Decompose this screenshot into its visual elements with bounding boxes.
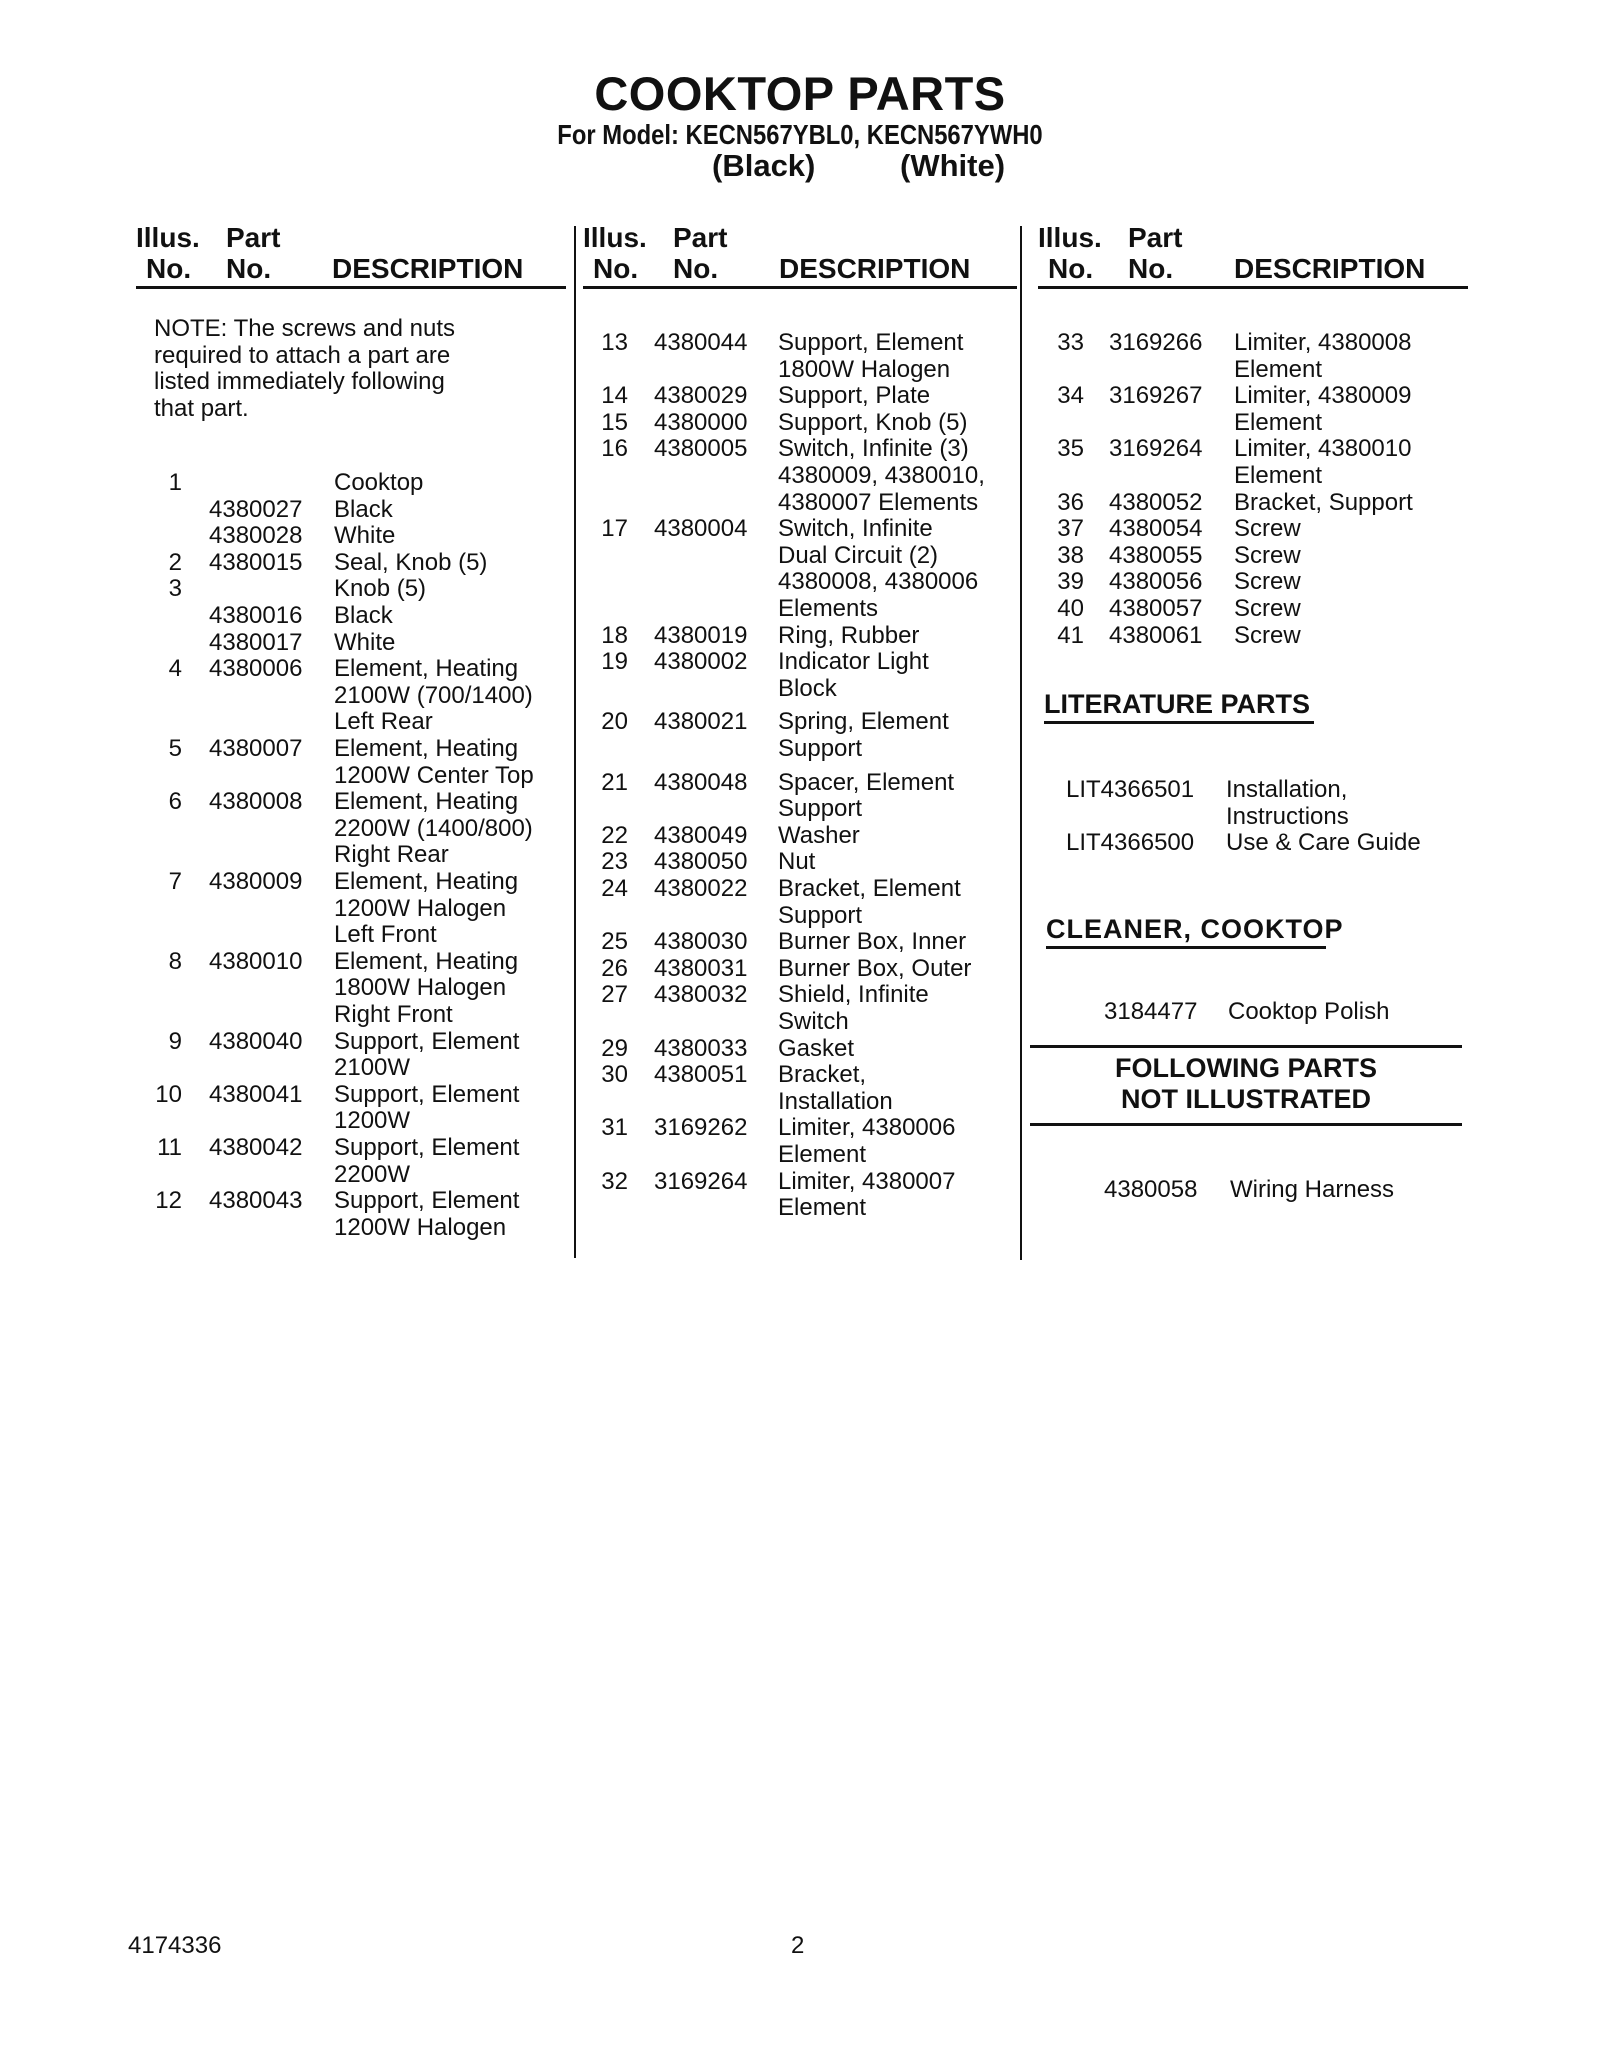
description-line: 4380009, 4380010, [778, 461, 985, 489]
not-illustrated-top-rule [1030, 1045, 1462, 1048]
illus-number: 37 [1057, 515, 1084, 543]
illus-number: 32 [601, 1167, 628, 1195]
part-number: 4380031 [654, 954, 748, 982]
description-line: 4380007 Elements [778, 488, 979, 516]
description-line: 2200W (1400/800) [334, 814, 533, 842]
part-number: 4380027 [209, 495, 303, 523]
header-part-no: No. [673, 253, 719, 284]
description-line: Element [1234, 408, 1323, 436]
illus-number: 39 [1057, 568, 1084, 596]
description-line: White [334, 522, 396, 550]
part-description [778, 709, 949, 762]
illus-number: 2 [168, 548, 182, 576]
description-line: 2100W (700/1400) [334, 681, 533, 709]
part-number: 4380000 [654, 408, 748, 436]
illus-number: 22 [601, 821, 628, 849]
illus-number: 17 [601, 515, 628, 543]
description-line: Ring, Rubber [778, 621, 920, 649]
illus-number: 36 [1057, 488, 1084, 516]
illus-number: 41 [1057, 621, 1084, 649]
illus-number: 10 [155, 1080, 182, 1108]
literature-section-title: LITERATURE PARTS [1044, 689, 1310, 719]
part-number: 4380050 [654, 848, 748, 876]
header-illus-no: No. [1048, 253, 1094, 284]
part-description [778, 956, 971, 983]
description-line: Support, Element [334, 1187, 520, 1215]
description-line: Element [1234, 461, 1323, 489]
description-line: 1200W Center Top [334, 761, 534, 789]
variant-black-label: (Black) [712, 148, 816, 183]
description-line: Spring, Element [778, 708, 949, 736]
description-line: Knob (5) [334, 575, 427, 603]
header-part-no: No. [1128, 253, 1174, 284]
header-illus-no: No. [146, 253, 192, 284]
illus-number: 40 [1057, 595, 1084, 622]
part-number: 4380048 [654, 768, 748, 796]
description-line: Bracket, [778, 1061, 867, 1089]
cleaner-section-title: CLEANER, COOKTOP [1046, 914, 1344, 944]
description-line: Switch, Infinite (3) [778, 435, 969, 463]
description-line: Screw [1234, 621, 1301, 649]
header-part: Part [673, 222, 728, 253]
part-number: 3169264 [654, 1167, 748, 1195]
description-line: Element, Heating [334, 788, 519, 816]
description-line: 1800W Halogen [334, 974, 507, 1002]
description-line: Element, Heating [334, 868, 519, 895]
header-part: Part [226, 222, 281, 253]
document-code: 4174336 [128, 1932, 222, 1959]
part-description [334, 603, 393, 630]
illus-number: 8 [168, 947, 182, 975]
part-description [778, 436, 985, 516]
part-description [1234, 436, 1411, 489]
part-description [334, 630, 395, 657]
description-line: Installation [778, 1087, 893, 1115]
illus-number: 21 [601, 768, 628, 796]
description-line: Limiter, 4380008 [1234, 329, 1412, 356]
part-number: 4380002 [654, 648, 748, 676]
illus-number: 1 [168, 469, 182, 496]
part-number: 4380032 [654, 981, 748, 1009]
variant-white-label: (White) [900, 148, 1006, 183]
cleaner-title-underline [1046, 946, 1326, 949]
part-number: 4380049 [654, 821, 748, 849]
description-line: Bracket, Support [1234, 488, 1413, 516]
illus-number: 34 [1057, 382, 1084, 410]
part-number: 3184477 [1104, 998, 1198, 1025]
description-line: 2100W [334, 1054, 411, 1082]
illus-number: 6 [168, 788, 182, 816]
part-description [334, 550, 487, 577]
description-line: Dual Circuit (2) [778, 541, 939, 569]
part-description [778, 383, 930, 410]
part-description [334, 1029, 519, 1082]
part-number: 4380007 [209, 735, 303, 762]
header-illus-no: No. [593, 253, 639, 284]
illus-number: 24 [601, 875, 628, 902]
page-number: 2 [791, 1932, 805, 1959]
part-description [1234, 516, 1301, 543]
description-line: 1200W Halogen [334, 1213, 507, 1241]
part-number: 4380043 [209, 1187, 303, 1215]
illus-number: 20 [601, 708, 628, 736]
part-number: 4380015 [209, 548, 303, 576]
part-description [334, 1082, 519, 1135]
description-line: Burner Box, Outer [778, 954, 972, 982]
description-line: Shield, Infinite [778, 981, 929, 1009]
illus-number: 38 [1057, 541, 1084, 569]
description-line: Support, Element [334, 1080, 520, 1108]
description-line: Block [778, 674, 837, 702]
part-description [1234, 596, 1301, 623]
description-line: Black [334, 495, 393, 523]
illus-number: 7 [168, 868, 182, 895]
part-number: 4380058 [1104, 1176, 1198, 1203]
illus-number: 16 [601, 435, 628, 463]
header-part-no: No. [226, 253, 272, 284]
header-illus: Illus. [583, 222, 647, 253]
description-line: Black [334, 602, 393, 629]
part-number: 3169266 [1109, 329, 1203, 356]
illus-number: 18 [601, 621, 628, 649]
description-line: Cooktop [334, 469, 424, 496]
illus-number: 11 [157, 1134, 182, 1161]
description-line: 1200W [334, 1107, 411, 1135]
literature-title-underline [1044, 721, 1314, 724]
part-description [778, 623, 919, 650]
description-line: Gasket [778, 1034, 855, 1062]
part-number: 4380021 [654, 708, 748, 736]
part-number: 4380042 [209, 1134, 303, 1161]
part-number: LIT4366500 [1066, 829, 1195, 857]
part-description [778, 929, 966, 956]
part-number: 4380019 [654, 621, 748, 649]
header-description: DESCRIPTION [779, 253, 971, 284]
part-description [1234, 330, 1411, 383]
part-description [1230, 1177, 1394, 1204]
part-description [778, 823, 860, 850]
description-line: Support, Element [778, 329, 964, 356]
part-number: 4380055 [1109, 541, 1203, 569]
description-line: Element, Heating [334, 655, 519, 683]
description-line: Support, Knob (5) [778, 408, 968, 436]
part-number: 4380040 [209, 1027, 303, 1055]
description-line: Installation, [1226, 776, 1348, 803]
part-number: 4380008 [209, 788, 303, 816]
description-line: Nut [778, 848, 816, 876]
description-line: Cooktop Polish [1228, 998, 1390, 1025]
part-number: 4380052 [1109, 488, 1203, 516]
description-line: Limiter, 4380006 [778, 1114, 956, 1142]
part-description [1226, 830, 1421, 857]
part-description [778, 410, 967, 437]
part-number: 4380006 [209, 655, 303, 683]
description-line: Element, Heating [334, 735, 519, 762]
page-title: COOKTOP PARTS [594, 67, 1006, 120]
description-line: Support [778, 901, 863, 929]
part-number: 4380061 [1109, 621, 1203, 649]
illus-number: 26 [601, 954, 628, 982]
description-line: Support [778, 795, 863, 823]
illus-number: 5 [168, 735, 182, 762]
description-line: 2200W [334, 1160, 411, 1188]
description-line: Element [1234, 355, 1323, 383]
part-description [334, 523, 395, 550]
part-number: 4380030 [654, 928, 748, 956]
part-number: 4380016 [209, 602, 303, 629]
description-line: Indicator Light [778, 648, 929, 676]
description-line: Support, Element [334, 1134, 520, 1161]
description-line: 4380008, 4380006 [778, 568, 979, 596]
description-line: Seal, Knob (5) [334, 548, 488, 576]
not-illustrated-bottom-rule [1030, 1123, 1462, 1126]
illus-number: 35 [1057, 435, 1084, 463]
description-line: Screw [1234, 595, 1301, 622]
part-description [334, 949, 518, 1029]
description-line: Spacer, Element [778, 768, 955, 796]
illus-number: 9 [168, 1027, 182, 1055]
part-description [778, 1036, 854, 1063]
illus-number: 14 [601, 382, 628, 410]
part-number: 4380044 [654, 329, 748, 356]
part-description [334, 736, 534, 789]
illus-number: 13 [601, 329, 628, 356]
description-line: Switch, Infinite [778, 515, 933, 543]
part-description [778, 516, 978, 622]
description-line: White [334, 628, 396, 656]
header-description: DESCRIPTION [1234, 253, 1426, 284]
column-divider-2 [1020, 226, 1022, 1260]
description-line: Element [778, 1140, 867, 1168]
illus-number: 19 [601, 648, 628, 676]
illus-number: 12 [155, 1187, 182, 1215]
description-line: Screw [1234, 515, 1301, 543]
column-2-header [583, 218, 1017, 289]
not-illustrated-title-line-2: NOT ILLUSTRATED [1121, 1084, 1371, 1114]
part-number: 3169264 [1109, 435, 1203, 463]
part-number: 4380041 [209, 1080, 303, 1108]
description-line: Washer [778, 821, 860, 849]
part-description [1234, 383, 1411, 436]
illus-number: 31 [601, 1114, 628, 1142]
description-line: Support, Element [334, 1027, 520, 1055]
part-description [1226, 777, 1349, 830]
description-line: Elements [778, 594, 879, 622]
part-description [778, 330, 963, 383]
illus-number: 33 [1057, 329, 1084, 356]
part-description [778, 649, 929, 702]
description-line: Element [778, 1194, 867, 1222]
part-description [1234, 490, 1413, 517]
description-line: Use & Care Guide [1226, 829, 1421, 857]
part-description [334, 1188, 519, 1241]
description-line: Screw [1234, 568, 1301, 596]
illus-number: 23 [601, 848, 628, 876]
part-description [778, 876, 961, 929]
part-number: 4380022 [654, 875, 748, 902]
description-line: Bracket, Element [778, 875, 961, 902]
illus-number: 29 [601, 1034, 628, 1062]
part-number: 4380005 [654, 435, 748, 463]
model-line: For Model: KECN567YBL0, KECN567YWH0 [557, 119, 1043, 150]
part-number: 4380017 [209, 628, 303, 656]
part-number: 4380029 [654, 382, 748, 410]
part-number: 4380054 [1109, 515, 1203, 543]
description-line: Screw [1234, 541, 1301, 569]
description-line: Element, Heating [334, 947, 519, 975]
part-description [1234, 623, 1301, 650]
description-line: Switch [778, 1007, 849, 1035]
part-description [1234, 569, 1301, 596]
part-number: 4380057 [1109, 595, 1203, 622]
part-description [778, 982, 929, 1035]
description-line: 1200W Halogen [334, 894, 507, 922]
description-line: Limiter, 4380007 [778, 1167, 956, 1195]
header-description: DESCRIPTION [332, 253, 524, 284]
part-description [334, 789, 533, 869]
column-1-header [136, 218, 566, 289]
part-number: 3169262 [654, 1114, 748, 1142]
part-number: 4380004 [654, 515, 748, 543]
header-illus: Illus. [136, 222, 200, 253]
description-line: Left Front [334, 921, 437, 949]
part-description [778, 849, 815, 876]
part-description [334, 656, 533, 736]
part-description [778, 770, 954, 823]
part-description [778, 1169, 955, 1222]
not-illustrated-title-line-1: FOLLOWING PARTS [1115, 1053, 1377, 1083]
description-line: Instructions [1226, 802, 1349, 830]
description-line: Limiter, 4380010 [1234, 435, 1412, 463]
description-line: Support, Plate [778, 382, 931, 410]
illus-number: 15 [601, 408, 628, 436]
part-description [778, 1115, 955, 1168]
part-number: 4380051 [654, 1061, 748, 1089]
part-description [334, 497, 393, 524]
part-number: 4380028 [209, 522, 303, 550]
part-description [1234, 543, 1301, 570]
part-description [334, 470, 423, 497]
header-part: Part [1128, 222, 1183, 253]
part-number: LIT4366501 [1066, 776, 1195, 803]
part-description [778, 1062, 893, 1115]
illus-number: 30 [601, 1061, 628, 1089]
description-line: Right Rear [334, 841, 449, 869]
note-text: NOTE: The screws and nuts required to attach a part are listed immediately following that part. [154, 315, 456, 422]
part-number: 4380056 [1109, 568, 1203, 596]
part-number: 4380033 [654, 1034, 748, 1062]
description-line: Wiring Harness [1230, 1176, 1395, 1203]
description-line: Right Front [334, 1000, 453, 1028]
description-line: Limiter, 4380009 [1234, 382, 1412, 410]
part-number: 3169267 [1109, 382, 1203, 410]
illus-number: 27 [601, 981, 628, 1009]
part-description [334, 576, 426, 603]
description-line: Left Rear [334, 708, 433, 736]
part-description [1228, 999, 1389, 1026]
part-number: 4380009 [209, 868, 303, 895]
header-illus: Illus. [1038, 222, 1102, 253]
column-3-header [1038, 218, 1468, 289]
description-line: Burner Box, Inner [778, 928, 967, 956]
illus-number: 25 [601, 928, 628, 956]
illus-number: 4 [168, 655, 182, 683]
description-line: 1800W Halogen [778, 355, 951, 383]
illus-number: 3 [168, 575, 182, 603]
part-description [334, 869, 518, 949]
part-description [334, 1135, 519, 1188]
part-number: 4380010 [209, 947, 303, 975]
column-divider-1 [574, 226, 576, 1258]
description-line: Support [778, 734, 863, 762]
